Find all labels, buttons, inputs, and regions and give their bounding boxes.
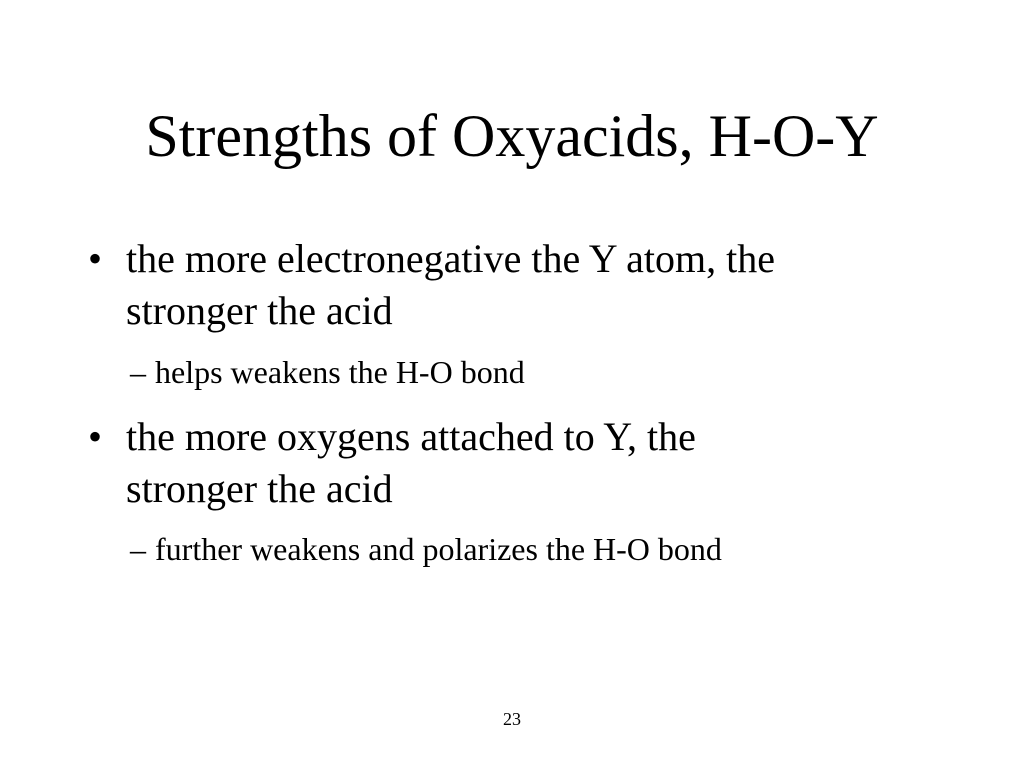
sub-bullet-text: further weakens and polarizes the H-O bond — [155, 531, 722, 567]
bullet-text — [126, 411, 886, 515]
bullet-text-line: stronger the acid — [126, 466, 393, 511]
bullet-text — [126, 233, 886, 337]
bullet-text-line: stronger the acid — [126, 288, 393, 333]
slide-title: Strengths of Oxyacids, H-O-Y — [145, 103, 879, 169]
bullet-marker: • — [88, 236, 103, 281]
sub-bullet-item — [130, 352, 930, 392]
sub-bullet-item — [130, 529, 930, 569]
sub-bullet-dash: – — [130, 354, 146, 390]
bullet-item — [88, 411, 888, 515]
sub-bullet-text: helps weakens the H-O bond — [155, 354, 525, 390]
bullet-text-line: the more electronegative the Y atom, the — [126, 236, 775, 281]
sub-bullet-dash: – — [130, 531, 146, 567]
page-number: 23 — [503, 709, 521, 729]
bullet-text-line: the more oxygens attached to Y, the — [126, 414, 696, 459]
bullet-marker: • — [88, 414, 103, 459]
bullet-item — [88, 233, 888, 337]
